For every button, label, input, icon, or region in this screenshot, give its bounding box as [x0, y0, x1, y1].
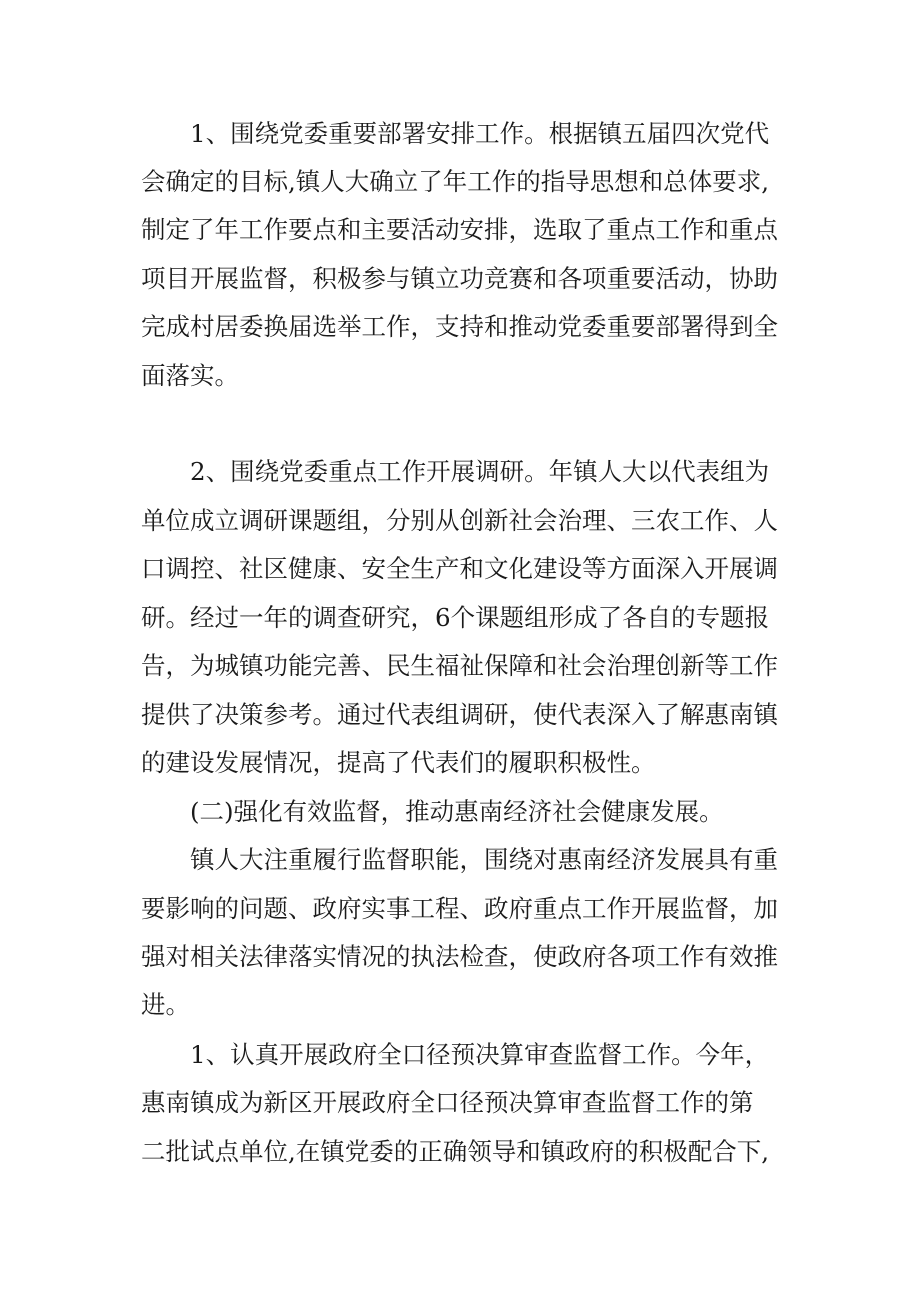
paragraph-1-line-6: 面落实。 [141, 361, 239, 390]
paragraph-1-line-5: 完成村居委换届选举工作，支持和推动党委重要部署得到全 [141, 312, 778, 341]
paragraph-4-line-2: 惠南镇成为新区开展政府全口径预决算审查监督工作的第 [141, 1088, 754, 1117]
paragraph-4-line-3: 二批试点单位,在镇党委的正确领导和镇政府的积极配合下, [141, 1137, 770, 1166]
paragraph-1-line-3: 制定了年工作要点和主要活动安排，选取了重点工作和重点 [141, 215, 778, 244]
paragraph-2-line-4: 研。经过一年的调查研究，6个课题组形成了各自的专题报 [141, 603, 770, 632]
paragraph-1-line-1: 1、围绕党委重要部署安排工作。根据镇五届四次党代 [190, 119, 770, 148]
paragraph-2-line-6: 提供了决策参考。通过代表组调研，使代表深入了解惠南镇 [141, 700, 778, 729]
paragraph-3-line-4: 进。 [141, 990, 190, 1019]
paragraph-3-line-1: 镇人大注重履行监督职能，围绕对惠南经济发展具有重 [190, 845, 778, 874]
section-heading-2: (二)强化有效监督，推动惠南经济社会健康发展。 [190, 797, 724, 826]
paragraph-2-line-5: 告，为城镇功能完善、民生福祉保障和社会治理创新等工作 [141, 651, 778, 680]
paragraph-2-line-3: 口调控、社区健康、安全生产和文化建设等方面深入开展调 [141, 554, 778, 583]
paragraph-2-line-7: 的建设发展情况，提高了代表们的履职积极性。 [141, 748, 656, 777]
paragraph-1-line-4: 项目开展监督，积极参与镇立功竞赛和各项重要活动，协助 [141, 264, 778, 293]
paragraph-2-line-2: 单位成立调研课题组，分别从创新社会治理、三农工作、人 [141, 506, 778, 535]
paragraph-1-line-2: 会确定的目标,镇人大确立了年工作的指导思想和总体要求, [141, 167, 770, 196]
paragraph-2-line-1: 2、围绕党委重点工作开展调研。年镇人大以代表组为 [190, 457, 770, 486]
paragraph-3-line-3: 强对相关法律落实情况的执法检查，使政府各项工作有效推 [141, 942, 778, 971]
paragraph-3-line-2: 要影响的问题、政府实事工程、政府重点工作开展监督，加 [141, 894, 778, 923]
paragraph-4-line-1: 1、认真开展政府全口径预决算审查监督工作。今年， [190, 1040, 770, 1069]
